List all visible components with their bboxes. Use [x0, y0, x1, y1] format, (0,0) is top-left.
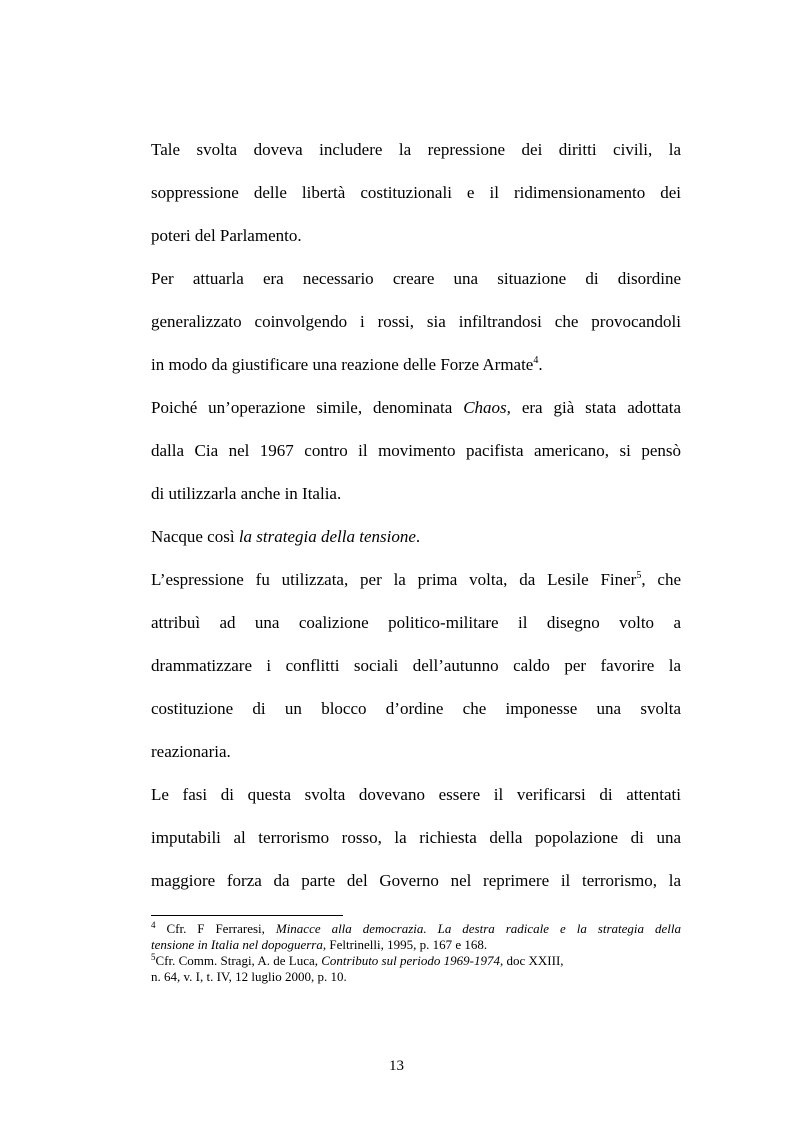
paragraph-line: di utilizzarla anche in Italia. [151, 484, 342, 503]
paragraph-line: drammatizzare i conflitti sociali dell’autunno caldo per favorire la [151, 656, 681, 675]
italic-term: la strategia della tensione [238, 527, 416, 546]
body-text [151, 128, 681, 902]
footnote-title: tensione in Italia nel dopoguerra [151, 937, 323, 952]
footnote-5-line: n. 64, v. I, t. IV, 12 luglio 2000, p. 10. [151, 969, 347, 984]
line-text: . [415, 527, 421, 546]
footnote-title: Minacce alla democrazia. La destra radicale e la strategia della [275, 921, 681, 936]
paragraph-line: Le fasi di questa svolta dovevano essere il verificarsi di attentati [151, 785, 681, 804]
paragraph-line: soppressione delle libertà costituzionali e il ridimensionamento dei [151, 183, 681, 202]
paragraph-line: costituzione di un blocco d’ordine che imponesse una svolta [151, 699, 681, 718]
footnote-number: 5 [151, 952, 156, 962]
paragraph-line [151, 515, 681, 558]
line-text: Nacque così [151, 527, 239, 546]
paragraph-line [151, 343, 681, 386]
italic-term: Chaos, [463, 398, 511, 417]
line-text: era già stata adottata [510, 398, 681, 417]
page-number: 13 [389, 1058, 404, 1074]
paragraph-line: Tale svolta doveva includere la repressione dei diritti civili, la [151, 140, 681, 159]
paragraph-line: generalizzato coinvolgendo i rossi, sia infiltrandosi che provocandoli [151, 312, 681, 331]
footnote-ref-5: 5 [636, 570, 642, 581]
line-text: , che [641, 570, 681, 589]
paragraph-line: Per attuarla era necessario creare una situazione di disordine [151, 269, 681, 288]
footnote-title: Contributo sul periodo 1969-1974 [321, 953, 500, 968]
paragraph-line: maggiore forza da parte del Governo nel reprimere il terrorismo, la [151, 871, 681, 890]
footnotes [151, 921, 681, 985]
footnote-ref-4: 4 [533, 355, 539, 366]
line-text: in modo da giustificare una reazione delle Forze Armate [151, 355, 534, 374]
paragraph-line: poteri del Parlamento. [151, 226, 302, 245]
paragraph-line: reazionaria. [151, 742, 231, 761]
footnote-separator [151, 915, 343, 916]
footnote-text: Cfr. Comm. Stragi, A. de Luca, [155, 953, 322, 968]
paragraph-line: dalla Cia nel 1967 contro il movimento pacifista americano, si pensò [151, 441, 681, 460]
line-text: . [538, 355, 543, 374]
footnote-4-line [151, 937, 681, 953]
footnote-text: , Feltrinelli, 1995, p. 167 e 168. [322, 937, 488, 952]
paragraph-line [151, 386, 681, 429]
footnote-number: 4 [151, 920, 156, 930]
paragraph-line [151, 558, 681, 601]
line-text: L’espressione fu utilizzata, per la prima volta, da Lesile Finer [151, 570, 637, 589]
footnote-4-line [151, 921, 681, 937]
paragraph-line: attribuì ad una coalizione politico-militare il disegno volto a [151, 613, 681, 632]
footnote-5-line [151, 953, 681, 969]
footnote-text: , doc XXIII, [500, 953, 564, 968]
line-text: Poiché un’operazione simile, denominata [151, 398, 464, 417]
footnote-text: Cfr. F Ferraresi, [155, 921, 276, 936]
paragraph-line: imputabili al terrorismo rosso, la richiesta della popolazione di una [151, 828, 681, 847]
